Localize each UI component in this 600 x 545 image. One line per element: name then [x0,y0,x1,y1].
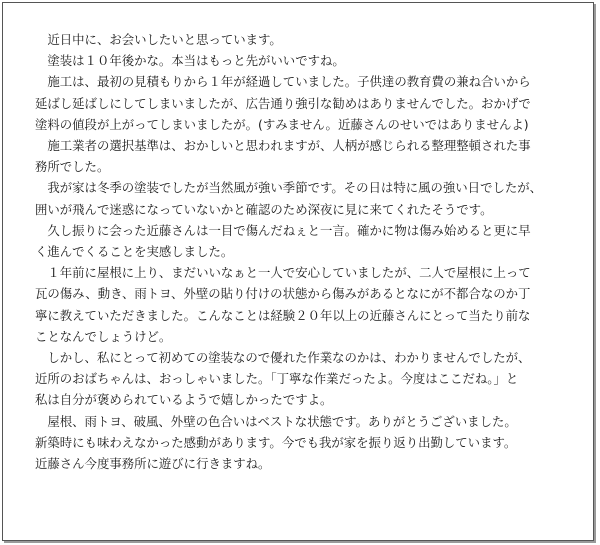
paragraph-selection-criteria: 施工業者の選択基準は、おかしいと思われますが、人柄が感じられる整理整頓された事 務所でした。 [35,138,531,175]
letter-frame [2,2,594,541]
paragraph-winter-painting: 我が家は冬季の塗装でしたが当然風が強い季節です。その日は特に風の強い日でしたが、 囲いが飛んで迷惑になっていないかと確認のため深夜に見に来てくれたそうです。 [35,180,543,217]
paragraph-construction: 施工は、最初の見積もりから１年が経過していました。子供達の教育費の兼ね合いから 延ばし延ばしにしてしまいましたが、広告通り強引な勧めはありませんでした。おかげで 塗料の値段が上がってしまいましたが。(すみません。近藤さんのせいではありませんよ) [35,74,531,132]
paragraph-next-painting: 塗装は１０年後かな。本当はもっと先がいいですね。 [35,53,345,69]
paragraph-reunion: 久し振りに会った近藤さんは一目で傷んだねぇと一言。確かに物は傷み始めると更に早 く進んでくることを実感しました。 [35,222,531,260]
paragraph-neighbor-comment: しかし、私にとって初めての塗装なので優れた作業なのかは、わかりませんでしたが、 近所のおばちゃんは、おっしゃいました。「丁寧な作業だったよ。今度はここだね。」と 私は自分が褒められているようで嬉しかったですよ。 [35,350,531,408]
paragraph-closing: 屋根、雨トヨ、破風、外壁の色合いはベストな状態です。ありがとうございました。 新築時にも味わえなかった感動があります。今でも我が家を振り返り出勤しています。 近藤さん今度事務所に遊びに行きますね。 [35,413,517,472]
paragraph-roof-inspection: １年前に屋根に上り、まだいいなぁと一人で安心していましたが、二人で屋根に上って 瓦の傷み、動き、雨トヨ、外壁の貼り付けの状態から傷みがあるとなにが不都合なのか丁 寧に教えていただきました。こんなことは経験２０年以上の近藤さんにとって当たり前な ことなんでしょうけど。 [35,265,531,344]
paragraph-meeting: 近日中に、お会いしたいと思っています。 [35,32,282,47]
letter-body [35,29,575,474]
